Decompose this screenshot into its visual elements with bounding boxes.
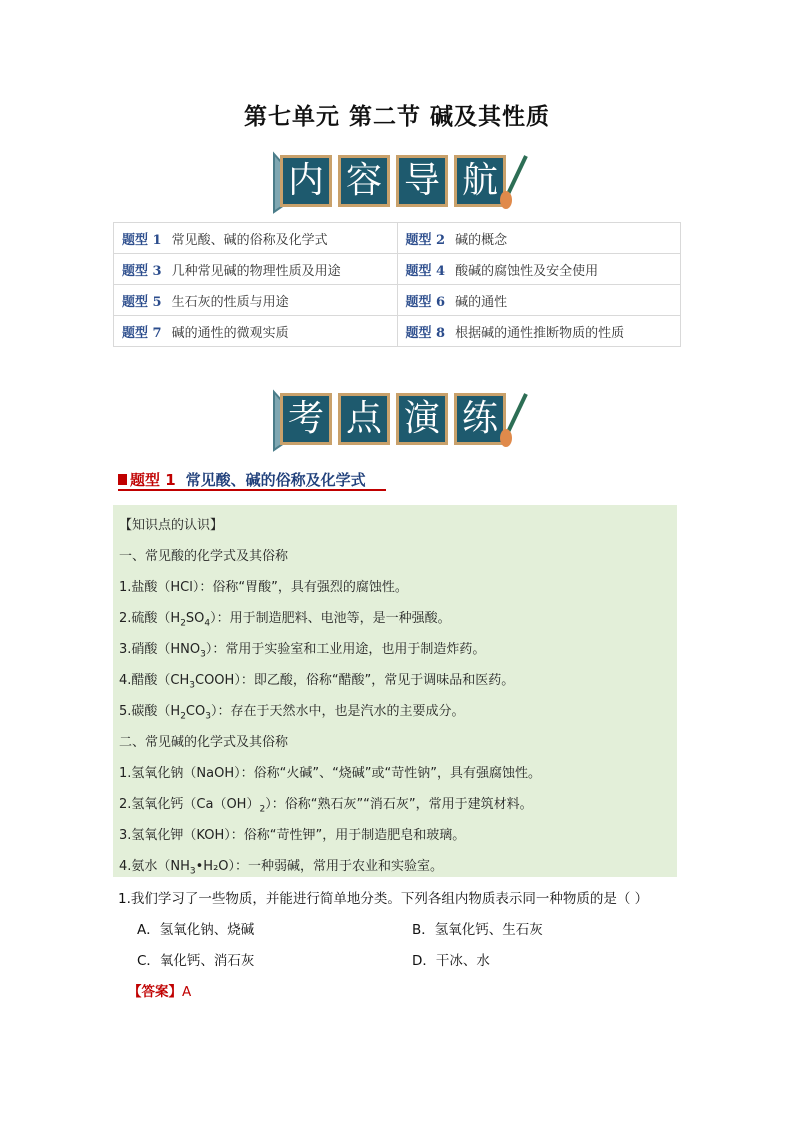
acid-item: 4.醋酸$(CH_3COOH)$：即乙酸，俗称“醋酸”，常见于调味品和医药。: [119, 673, 515, 691]
topic-name: 碱的概念: [455, 232, 508, 248]
topic-name: 酸碱的腐蚀性及安全使用: [455, 263, 599, 279]
red-square-icon: [118, 474, 127, 485]
banner-char: 点: [338, 393, 390, 445]
nav-cell[interactable]: [397, 316, 681, 347]
acid-item: 5.碳酸$(H_2CO_3)$：存在于天然水中，也是汽水的主要成分。: [119, 704, 465, 722]
topic-number: 题型 1: [122, 232, 162, 248]
paintbrush-icon: [496, 150, 530, 216]
answer-value: A: [182, 984, 192, 1000]
acid-item: 3.硝酸$(HNO_3)$：常用于实验室和工业用途，也用于制造炸药。: [119, 642, 486, 660]
knowledge-box: [113, 505, 677, 877]
section-number: 题型 1: [130, 470, 176, 489]
topic-number: 题型 4: [405, 263, 446, 279]
knowledge-header: 【知识点的认识】: [119, 518, 224, 533]
option-d[interactable]: D．干冰、水: [412, 953, 490, 969]
page-title: 第七单元 第二节 碱及其性质: [243, 104, 550, 130]
nav-cell[interactable]: [114, 285, 398, 316]
banner-char: 考: [280, 393, 332, 445]
topic-number: 题型 2: [405, 232, 446, 248]
topic-name: 生石灰的性质与用途: [171, 294, 289, 310]
base-item: 2.氢氧化钙$(Ca(OH)_2)$：俗称“熟石灰”“消石灰”，常用于建筑材料。: [119, 797, 533, 815]
practice-banner: [270, 388, 530, 454]
section-heading: [118, 469, 366, 489]
nav-cell[interactable]: [114, 223, 398, 254]
option-b[interactable]: B．氢氧化钙、生石灰: [412, 922, 543, 938]
topic-number: 题型 6: [405, 294, 446, 310]
table-row: [114, 254, 681, 285]
topic-number: 题型 3: [122, 263, 162, 279]
topic-name: 碱的通性: [455, 294, 508, 310]
section-underline: [118, 489, 386, 491]
acid-heading: 一、常见酸的化学式及其俗称: [119, 549, 289, 564]
question-stem: 1.我们学习了一些物质，并能进行简单地分类。下列各组内物质表示同一种物质的是（ ）: [118, 891, 649, 907]
answer-label: 【答案】: [128, 984, 182, 1000]
nav-cell[interactable]: [114, 254, 398, 285]
table-row: [114, 223, 681, 254]
nav-cell[interactable]: [397, 254, 681, 285]
base-item: 3.氢氧化钾（KOH）：俗称“苛性钾”，用于制造肥皂和玻璃。: [119, 828, 466, 843]
acid-item: 1.盐酸（HCl）：俗称“胃酸”，具有强烈的腐蚀性。: [119, 580, 408, 595]
answer: [128, 980, 191, 1000]
topic-nav-table: [113, 222, 681, 347]
topic-name: 常见酸、碱的俗称及化学式: [171, 232, 328, 248]
topic-number: 题型 8: [405, 325, 446, 341]
topic-name: 碱的通性的微观实质: [171, 325, 289, 341]
option-c[interactable]: C．氧化钙、消石灰: [137, 953, 255, 969]
table-row: [114, 285, 681, 316]
section-title: 常见酸、碱的俗称及化学式: [185, 470, 366, 489]
topic-number: 题型 5: [122, 294, 162, 310]
topic-number: 题型 7: [122, 325, 162, 341]
paintbrush-icon: [496, 388, 530, 454]
content-navigation-banner: [270, 150, 530, 216]
base-item: 4.氨水$(NH_3•H_2O)$：一种弱碱，常用于农业和实验室。: [119, 859, 444, 877]
nav-cell[interactable]: [114, 316, 398, 347]
banner-char: 内: [280, 155, 332, 207]
table-row: [114, 316, 681, 347]
banner-char: 演: [396, 393, 448, 445]
nav-cell[interactable]: [397, 285, 681, 316]
base-item: 1.氢氧化钠（NaOH）：俗称“火碱”、“烧碱”或“苛性钠”，具有强腐蚀性。: [119, 766, 542, 781]
topic-name: 根据碱的通性推断物质的性质: [455, 325, 625, 341]
banner-char: 练: [454, 393, 506, 445]
banner-char: 容: [338, 155, 390, 207]
banner-char: 导: [396, 155, 448, 207]
topic-name: 几种常见碱的物理性质及用途: [171, 263, 341, 279]
option-a[interactable]: A．氢氧化钠、烧碱: [137, 922, 255, 938]
base-heading: 二、常见碱的化学式及其俗称: [119, 735, 289, 750]
acid-item: 2.硫酸$(H_2SO_4)$：用于制造肥料、电池等，是一种强酸。: [119, 611, 451, 629]
nav-cell[interactable]: [397, 223, 681, 254]
banner-char: 航: [454, 155, 506, 207]
